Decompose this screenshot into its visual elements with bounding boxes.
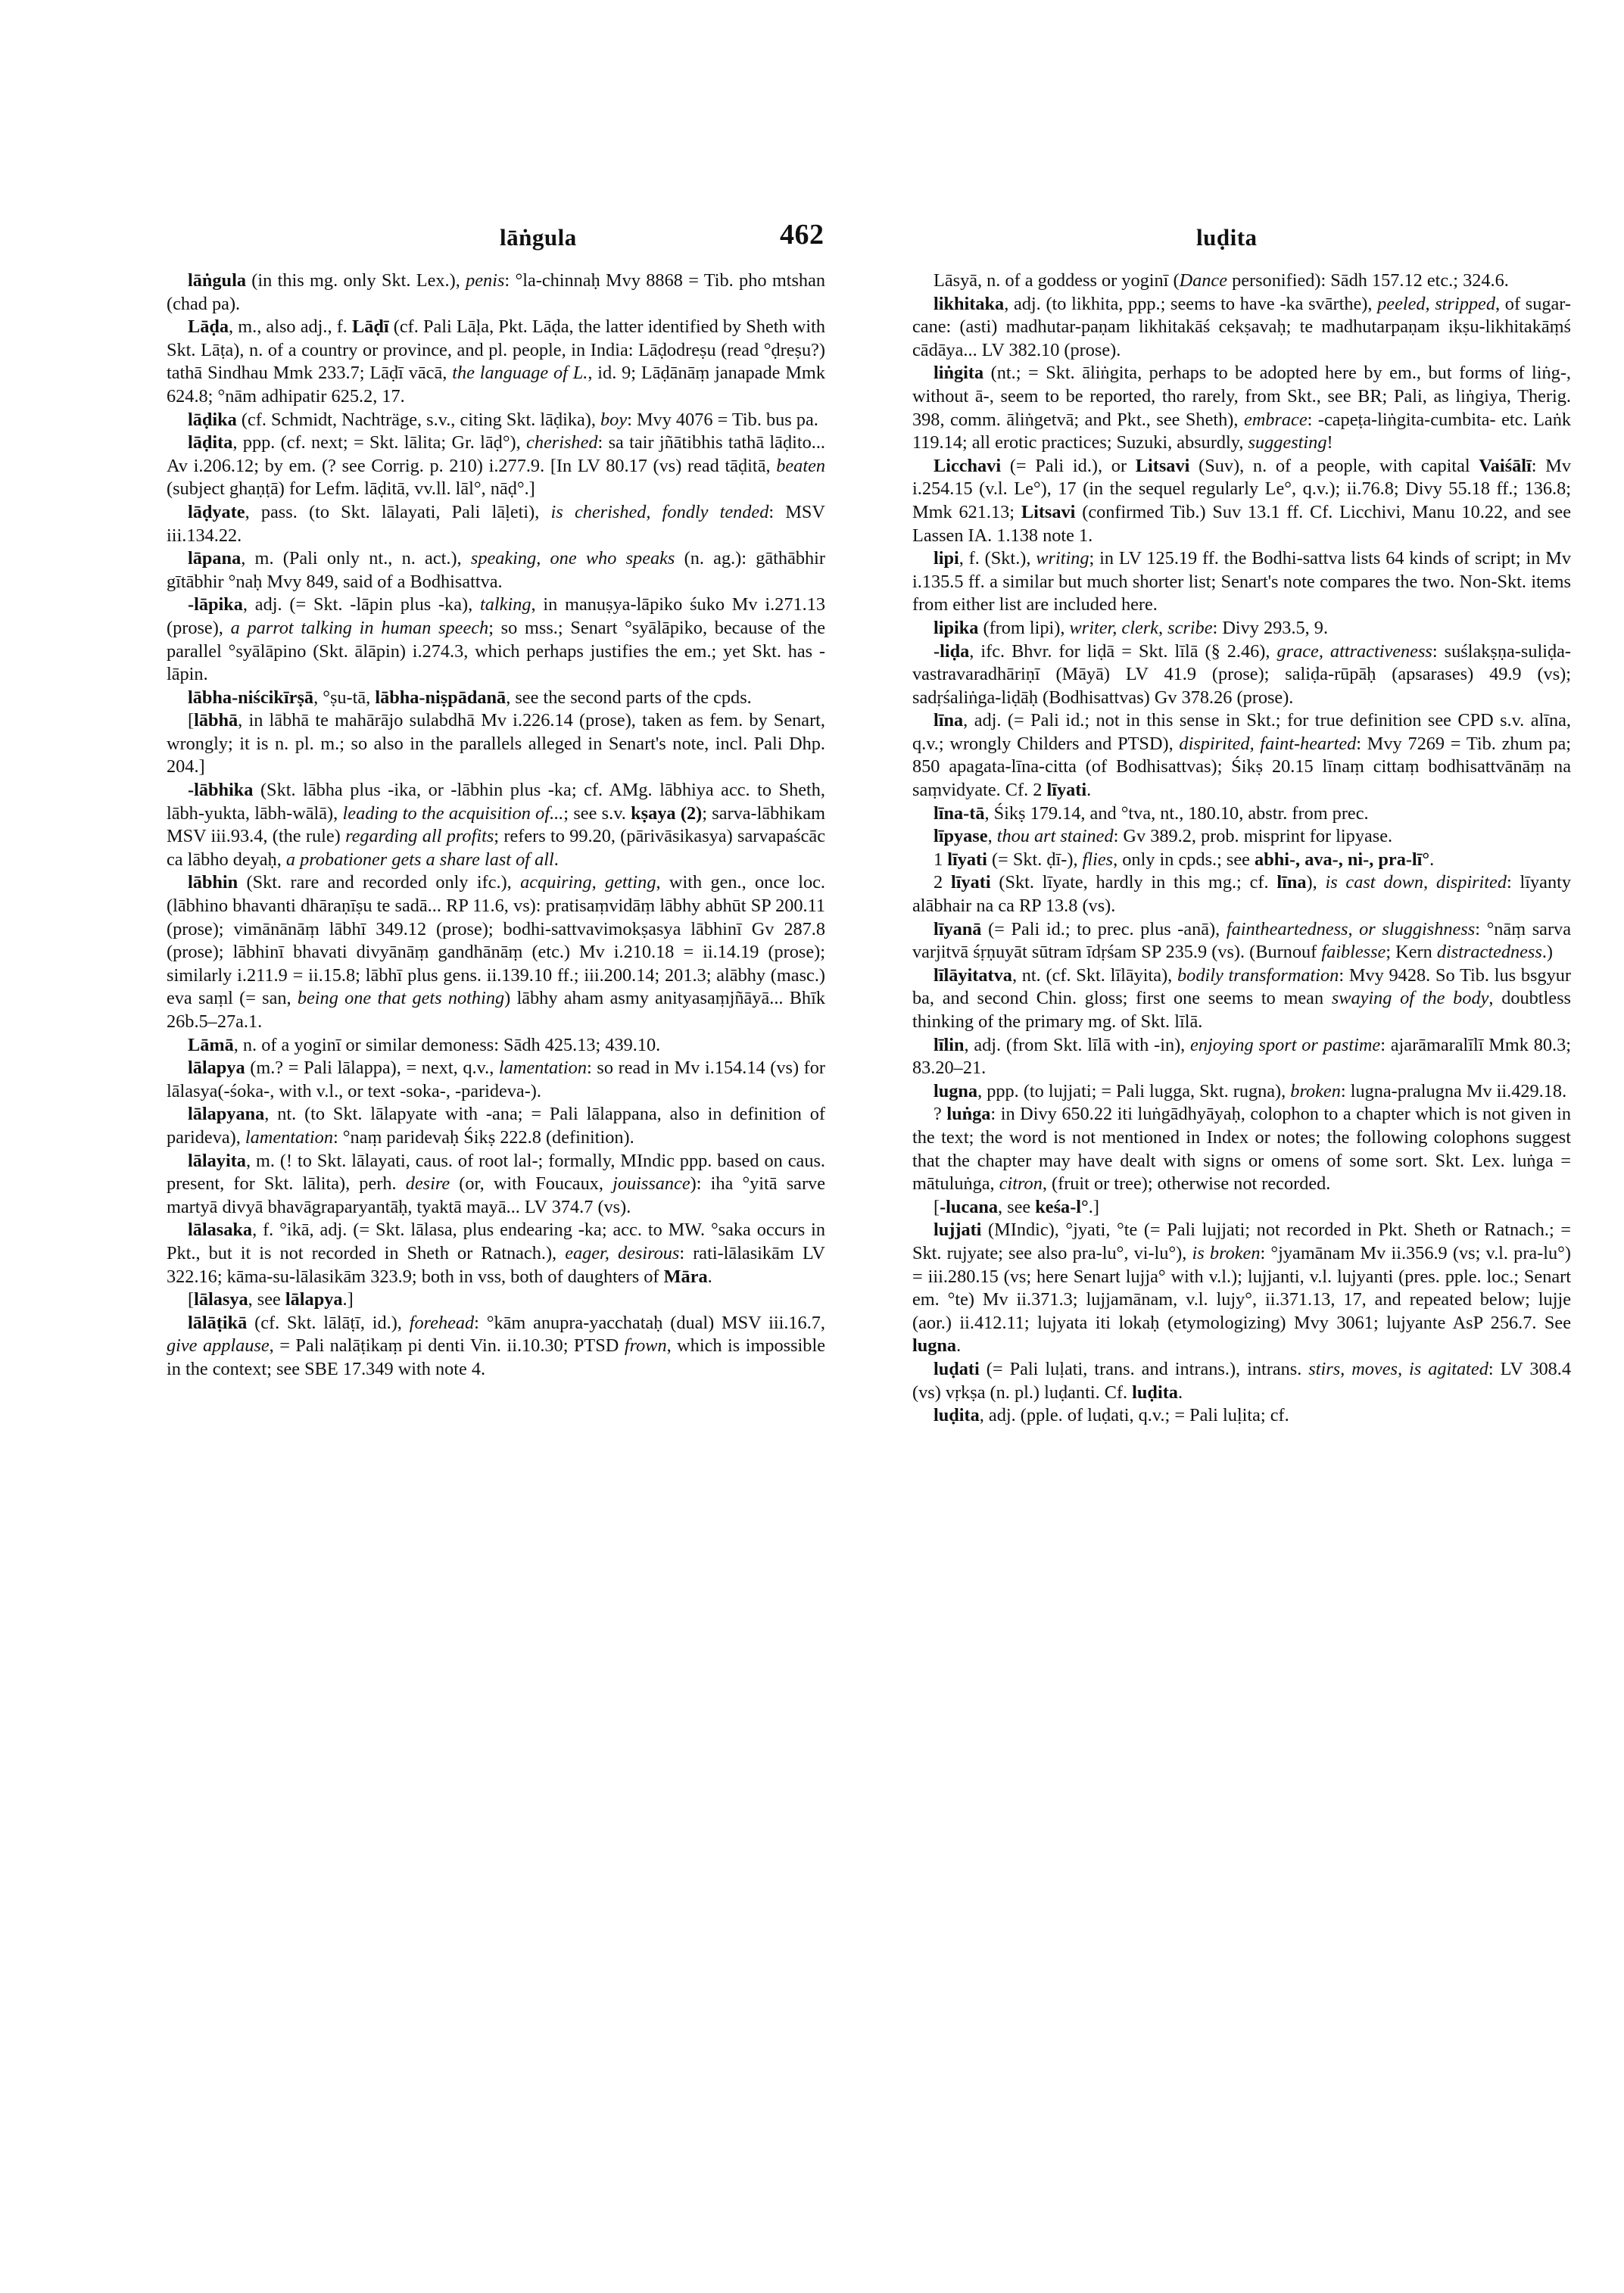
entry-body: , Śikṣ 179.14, and °tva, nt., 180.10, abstr. from prec.	[984, 802, 1369, 824]
dictionary-entry	[912, 871, 1571, 918]
dictionary-entry	[912, 362, 1571, 454]
entry-headword: līna	[934, 710, 964, 731]
entry-body: [-lucana, see keśa-l°.]	[934, 1196, 1099, 1217]
right-column	[912, 269, 1571, 2207]
entry-body: , f. °ikā, adj. (= Skt. lālasa, plus endearing -ka; acc. to MW. °saka occurs in Pkt., but it is not recorded in Sheth or Ratnach.), eager, desirous: rati-lālasikām LV 322.16; kāma-su-lālasikām 323.9; both in vss, both of daughters of Māra.	[167, 1220, 825, 1287]
dictionary-entry	[912, 1196, 1571, 1220]
dictionary-entry	[167, 871, 825, 1033]
dictionary-entry	[912, 1080, 1571, 1104]
entry-body: (nt.; = Skt. āliṅgita, perhaps to be adopted here by em., but forms of liṅg-, without ā-, seem to be reported, tho rarely, from Skt., see BR; Pali, as liṅgiya, Therig. 398, comm. āliṅgetvā; and Pkt., see Sheth), embrace: -capeṭa-liṅgita-cumbita- etc. Laṅk 119.14; all erotic practices; Suzuki, absurdly, suggesting!	[912, 363, 1571, 453]
entry-body: , adj. (pple. of luḍati, q.v.; = Pali luḷita; cf.	[979, 1405, 1289, 1426]
entry-body: , m. (Pali only nt., n. act.), speaking, one who speaks (n. ag.): gāthābhir gītābhir °naḥ Mvy 849, said of a Bodhisattva.	[167, 548, 826, 592]
entry-headword: Lāmā	[188, 1034, 234, 1055]
entry-headword: liṅgita	[934, 363, 984, 384]
entry-headword: lālapyana	[188, 1104, 265, 1125]
dictionary-entry	[912, 964, 1571, 1034]
entry-body: (cf. Schmidt, Nachträge, s.v., citing Skt. lāḍika), boy: Mvy 4076 = Tib. bus pa.	[236, 409, 818, 430]
dictionary-entry	[912, 547, 1571, 617]
entry-body: , adj. (= Skt. -lāpin plus -ka), talking, in manuṣya-lāpiko śuko Mv i.271.13 (prose), a parrot talking in human speech; so mss.; Senart °syālāpiko, because of the parallel °syālāpino (Skt. ālāpin) i.274.3, which perhaps justifies the em.; yet Skt. has -lāpin.	[167, 594, 825, 685]
entry-body: 1 līyati (= Skt. ḍī-), flies, only in cpds.; see abhi-, ava-, ni-, pra-lī°.	[934, 849, 1435, 870]
entry-body: (MIndic), °jyati, °te (= Pali lujjati; not recorded in Pkt. Sheth or Ratnach.; = Skt. rujyate; see also pra-lu°, vi-lu°), is broken: °jyamānam Mv ii.356.9 (vs; v.l. pra-lu°) = iii.280.15 (vs; here Senart lujja° with v.l.); lujjanti, v.l. lujyanti (pres. pple. loc.; Senart em. °te) Mv ii.371.3; lujjamānam, v.l. lujy°, ii.371.13, 17, and repeated below; lujje (aor.) ii.412.11; lujyata iti lokaḥ (etymologizing) Mvy 3061; lujyante AsP 256.7. See lugna.	[912, 1220, 1571, 1357]
dictionary-entry	[167, 1288, 825, 1312]
dictionary-entry	[912, 1034, 1571, 1080]
entry-body: , thou art stained: Gv 389.2, prob. misprint for lipyase.	[987, 826, 1393, 847]
dictionary-entry	[167, 1057, 825, 1103]
dictionary-entry	[912, 849, 1571, 872]
entry-headword: līyanā	[934, 918, 982, 939]
entry-body: , nt. (cf. Skt. līlāyita), bodily transformation: Mvy 9428. So Tib. lus bsgyur ba, and second Chin. gloss; first one seems to mean swaying of the body, doubtless thinking of the primary mg. of Skt. līlā.	[912, 964, 1571, 1032]
dictionary-entry	[167, 1312, 825, 1382]
entry-headword: lugna	[934, 1080, 978, 1101]
entry-body: , m., also adj., f. Lāḍī (cf. Pali Lāḷa, Pkt. Lāḍa, the latter identified by Sheth with Skt. Lāṭa), n. of a country or province, and pl. people, in India: Lāḍodreṣu (read °ḍreṣu?) tathā Sindhau Mmk 233.7; Lāḍī vācā, the language of L., id. 9; Lāḍānāṃ janapade Mmk 624.8; °nām adhipatir 625.2, 17.	[167, 316, 825, 407]
dictionary-entry	[167, 709, 825, 779]
dictionary-entry	[912, 640, 1571, 710]
entry-body: , adj. (to likhita, ppp.; seems to have -ka svārthe), peeled, stripped, of sugar-cane: (asti) madhutar-paṇam likhitakāś cekṣavaḥ; te madhutarpaṇam ikṣu-likhitakāṃś cādāya... LV 382.10 (prose).	[912, 293, 1571, 360]
entry-headword: lāḍika	[188, 409, 237, 430]
entry-body: , °ṣu-tā, lābha-niṣpādanā, see the second parts of the cpds.	[313, 687, 752, 708]
entry-headword: lujjati	[934, 1220, 982, 1241]
dictionary-entry	[167, 409, 825, 432]
entry-headword: lālāṭikā	[188, 1312, 248, 1333]
entry-body: , adj. (= Pali id.; not in this sense in Skt.; for true definition see CPD s.v. alīna, q.v.; wrongly Childers and PTSD), dispirited, faint-hearted: Mvy 7269 = Tib. zhum pa; 850 apagata-līna-citta (of Bodhisattvas); Śikṣ 20.15 līnaṃ cittaṃ bodhisattvānāṃ na saṃvidyate. Cf. 2 līyati.	[912, 710, 1571, 801]
entry-headword: luḍita	[934, 1405, 980, 1426]
entry-body: (Skt. lābha plus -ika, or -lābhin plus -ka; cf. AMg. lābhiya acc. to Sheth, lābh-yukta, lābh-wālā), leading to the acquisition of...; see s.v. kṣaya (2); sarva-lābhikam MSV iii.93.4, (the rule) regarding all profits; refers to 99.20, (pārivāsikasya) sarvapaścāc ca lābho deyaḥ, a probationer gets a share last of all.	[167, 780, 826, 870]
dictionary-entry	[912, 825, 1571, 849]
dictionary-entry	[912, 1404, 1571, 1428]
entry-body: (cf. Skt. lālāṭī, id.), forehead: °kām anupra-yacchataḥ (dual) MSV iii.16.7, give applause, = Pali nalāṭikaṃ pi denti Vin. ii.10.30; PTSD frown, which is impossible in the context; see SBE 17.349 with note 4.	[167, 1312, 826, 1379]
entry-headword: līna-tā	[934, 802, 985, 824]
page-number: 462	[780, 219, 824, 251]
running-head	[0, 219, 1624, 262]
dictionary-entry	[167, 1150, 825, 1220]
dictionary-entry	[912, 1358, 1571, 1404]
dictionary-entry	[167, 431, 825, 501]
entry-headword: Lāḍa	[188, 316, 229, 338]
entry-body: Lāsyā, n. of a goddess or yoginī (Dance personified): Sādh 157.12 etc.; 324.6.	[934, 270, 1509, 291]
dictionary-entry	[912, 293, 1571, 363]
dictionary-entry	[167, 269, 825, 316]
dictionary-entry	[167, 316, 825, 408]
entry-headword: lipi	[934, 548, 959, 569]
right-headword-guide: luḍita	[1196, 224, 1258, 251]
entry-body: (from lipi), writer, clerk, scribe: Divy 293.5, 9.	[978, 617, 1329, 638]
dictionary-entry	[167, 779, 825, 871]
dictionary-entry	[167, 1103, 825, 1149]
entry-body: , adj. (from Skt. līlā with -in), enjoying sport or pastime: ajarāmaralīlī Mmk 80.3; 83.20–21.	[912, 1034, 1572, 1079]
dictionary-entry	[912, 617, 1571, 640]
entry-body: (= Pali id.), or Litsavi (Suv), n. of a people, with capital Vaiśālī: Mv i.254.15 (v.l. Le°), 17 (in the sequel regularly Le°, q.v.); ii.76.8; Divy 55.18 ff.; 136.8; Mmk 621.13; Litsavi (confirmed Tib.) Suv 13.1 ff. Cf. Licchivi, Manu 10.22, and see Lassen IA. 1.138 note 1.	[912, 455, 1571, 546]
entry-body: (m.? = Pali lālappa), = next, q.v., lamentation: so read in Mv i.154.14 (vs) for lālasya(-śoka-, with v.l., or text -soka-, -parideva-).	[167, 1058, 825, 1101]
entry-headword: -lābhika	[188, 780, 254, 801]
entry-headword: -liḍa	[934, 640, 970, 662]
dictionary-entry	[167, 1034, 825, 1058]
entry-headword: likhitaka	[934, 293, 1005, 314]
entry-body: [lābhā, in lābhā te mahārājo sulabdhā Mv i.226.14 (prose), taken as fem. by Senart, wrongly; it is n. pl. m.; so also in the parallels alleged in Senart's note, incl. Pali Dhp. 204.]	[167, 710, 825, 777]
dictionary-entry	[167, 687, 825, 710]
entry-headword: līlin	[934, 1034, 965, 1055]
entry-headword: Licchavi	[934, 455, 1002, 476]
dictionary-entry	[912, 455, 1571, 547]
dictionary-entry	[912, 802, 1571, 826]
entry-body: (in this mg. only Skt. Lex.), penis: °la-chinnaḥ Mvy 8868 = Tib. pho mtshan (chad pa).	[167, 270, 825, 314]
entry-headword: lābha-niścikīrṣā	[188, 687, 314, 708]
dictionary-entry	[167, 547, 825, 594]
entry-body: , f. (Skt.), writing; in LV 125.19 ff. the Bodhi-sattva lists 64 kinds of script; in Mv i.135.5 ff. a similar but much shorter list; Senart's note compares the two. Non-Skt. items from either list are included here.	[912, 548, 1571, 615]
entry-headword: lābhin	[188, 872, 238, 893]
dictionary-entry	[912, 709, 1571, 802]
left-column	[167, 269, 825, 2207]
entry-body: , n. of a yoginī or similar demoness: Sādh 425.13; 439.10.	[233, 1034, 661, 1055]
entry-body: (= Pali id.; to prec. plus -anā), faintheartedness, or sluggishness: °nāṃ sarva varjitvā śṛṇuyāt sūtram īdṛśam SP 235.9 (vs). (Burnouf faiblesse; Kern distractedness.)	[912, 918, 1571, 963]
entry-body: [lālasya, see lālapya.]	[188, 1289, 354, 1310]
dictionary-entry	[167, 594, 825, 686]
entry-body: , ppp. (cf. next; = Skt. lālita; Gr. lāḍ°), cherished: sa tair jñātibhis tathā lāḍito... Av i.206.12; by em. (? see Corrig. p. 210) i.277.9. [In LV 80.17 (vs) read tāḍitā, beaten (subject ghaṇṭā) for Lefm. lāḍitā, vv.ll. lāl°, nāḍ°.]	[167, 432, 825, 500]
dictionary-entry	[167, 1219, 825, 1288]
dictionary-entry	[912, 269, 1571, 293]
entry-headword: lālapya	[188, 1058, 245, 1079]
entry-body: , ppp. (to lujjati; = Pali lugga, Skt. rugna), broken: lugna-pralugna Mv ii.429.18.	[977, 1080, 1567, 1101]
entry-body: , m. (! to Skt. lālayati, caus. of root lal-; formally, MIndic ppp. based on caus. present, for Skt. lālita), perh. desire (or, with Foucaux, jouissance): iha °yitā sarve martyā divyā bhavāgraparyantāḥ, tyaktā mayā... LV 374.7 (vs).	[167, 1150, 825, 1217]
entry-headword: luḍati	[934, 1358, 980, 1379]
entry-body: , pass. (to Skt. lālayati, Pali lāḷeti), is cherished, fondly tended: MSV iii.134.22.	[167, 501, 825, 546]
entry-headword: lāṅgula	[188, 270, 246, 291]
dictionary-entry	[912, 918, 1571, 964]
entry-headword: lālasaka	[188, 1220, 253, 1241]
entry-body: ? luṅga: in Divy 650.22 iti luṅgādhyāyaḥ, colophon to a chapter which is not given in the text; the word is not mentioned in Index or notes; the following colophons suggest that the chapter may have dealt with signs or omens of some sort. Skt. Lex. luṅga = mātuluṅga, citron, (fruit or tree); otherwise not recorded.	[912, 1104, 1571, 1195]
entry-body: 2 līyati (Skt. līyate, hardly in this mg.; cf. līna), is cast down, dispirited: līyanty alābhair na ca RP 13.8 (vs).	[912, 872, 1571, 917]
entry-headword: lipika	[934, 617, 979, 638]
dictionary-entry	[912, 1103, 1571, 1195]
entry-body: (= Pali luḷati, trans. and intrans.), intrans. stirs, moves, is agitated: LV 308.4 (vs) vṛkṣa (n. pl.) luḍanti. Cf. luḍita.	[912, 1358, 1571, 1403]
entry-headword: līlāyitatva	[934, 964, 1012, 986]
entry-body: , ifc. Bhvr. for liḍā = Skt. līlā (§ 2.46), grace, attractiveness: suślakṣṇa-suliḍa-vastravaradhāriṇī (Māyā) LV 41.9 (prose); saliḍa-rūpāḥ (apsarases) 49.9 (vs); sadṛśaliṅga-liḍāḥ (Bodhisattvas) Gv 378.26 (prose).	[912, 640, 1571, 708]
entry-body: (Skt. rare and recorded only ifc.), acquiring, getting, with gen., once loc. (lābhino bhavanti dhāraṇīṣu te sadā... RP 11.6, vs): pratisaṃvidāṃ lābhy abhūt SP 200.11 (prose); vimānānāṃ lābhī 349.12 (prose); bodhi-sattvavimokṣasya lābhinī Gv 287.8 (prose); lābhinī bhavati divyānāṃ gandhānāṃ (etc.) Mv i.210.18 = ii.14.19 (prose); similarly i.211.9 = ii.15.8; lābhī plus gens. ii.139.10 ff.; iii.200.14; 201.3; alābhy (masc.) eva saṃl (= san, being one that gets nothing) lābhy aham asmy anityasaṃjñāyā... Bhīk 26b.5–27a.1.	[167, 872, 825, 1032]
entry-headword: -lāpika	[188, 594, 243, 615]
left-headword-guide: lāṅgula	[500, 224, 577, 251]
entry-headword: lālayita	[188, 1150, 246, 1171]
entry-headword: lāpana	[188, 548, 242, 569]
dictionary-entry	[912, 1219, 1571, 1358]
entry-body: , nt. (to Skt. lālapyate with -ana; = Pali lālappana, also in definition of parideva), lamentation: °naṃ paridevaḥ Śikṣ 222.8 (definition).	[167, 1104, 825, 1148]
entry-headword: lāḍyate	[188, 501, 245, 522]
entry-headword: līpyase	[934, 826, 988, 847]
dictionary-entry	[167, 501, 825, 547]
entry-headword: lāḍita	[188, 432, 233, 453]
